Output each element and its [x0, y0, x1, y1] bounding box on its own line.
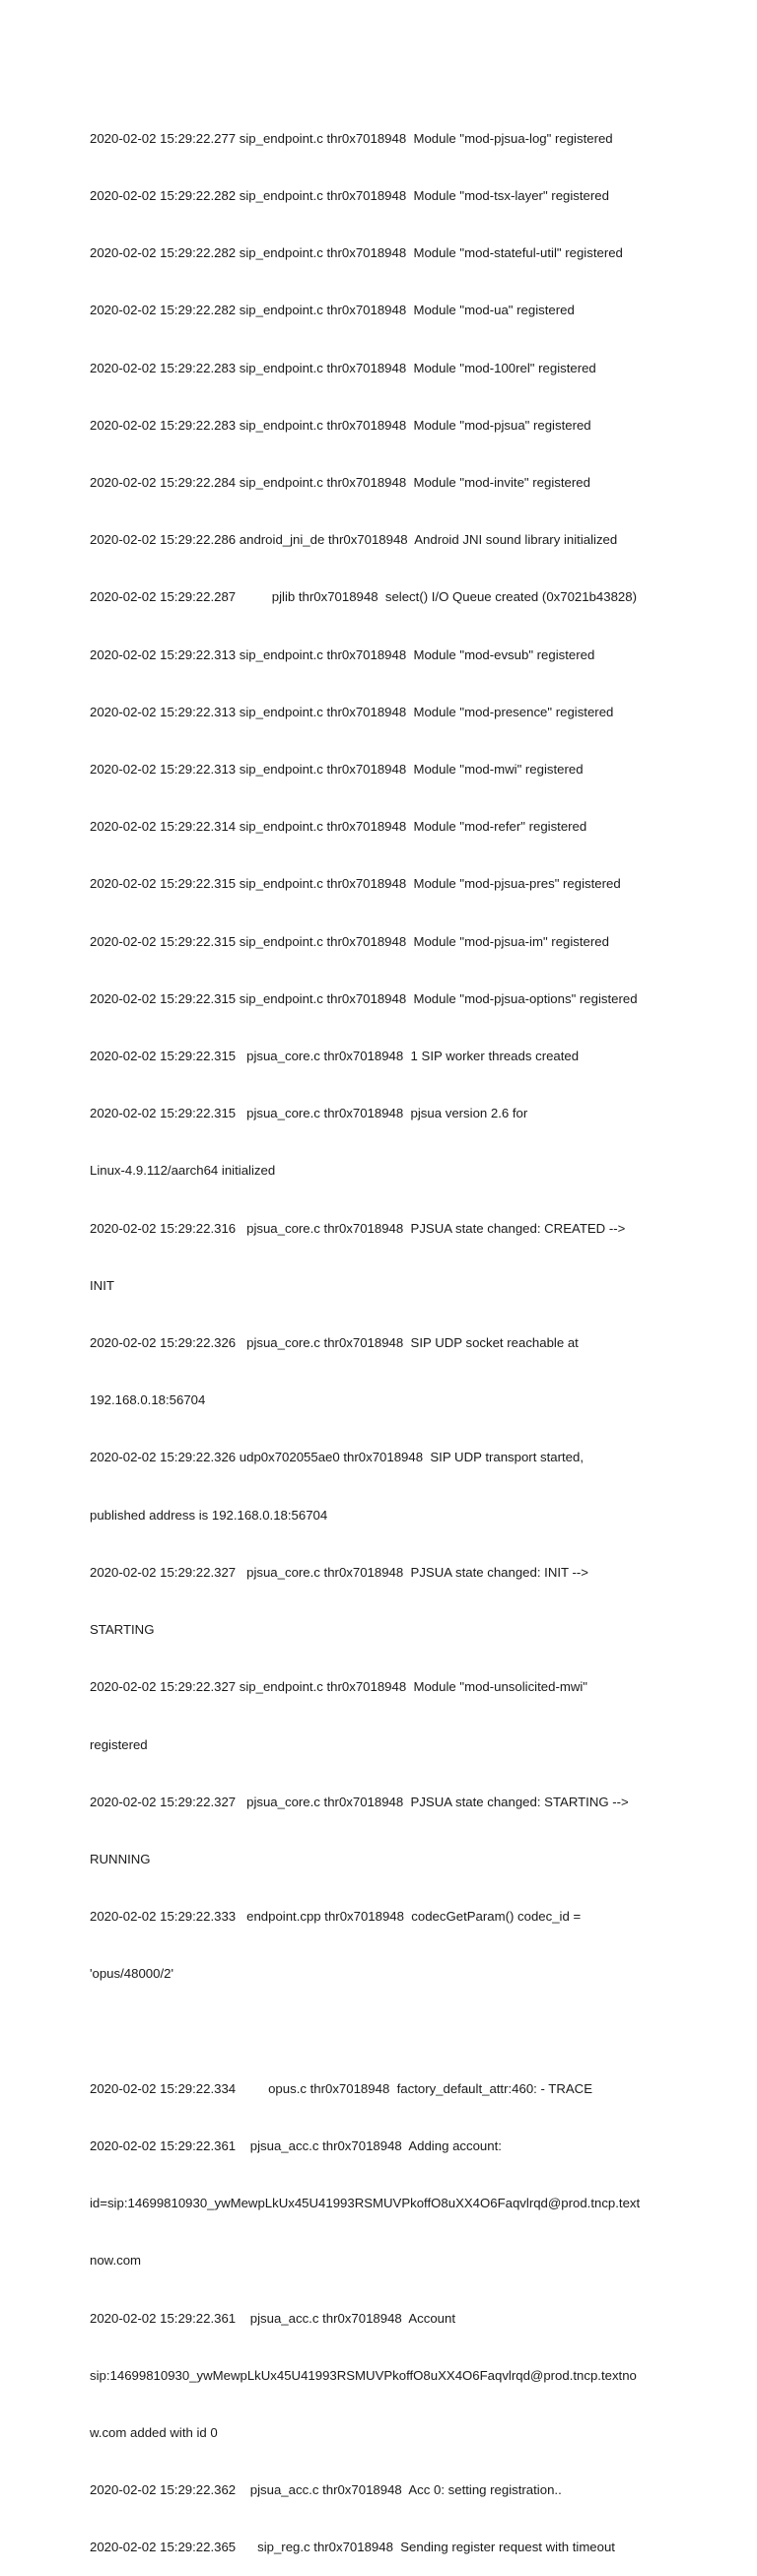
log-line: w.com added with id 0 [90, 2424, 218, 2440]
log-line: 2020-02-02 15:29:22.315 sip_endpoint.c thr0x7018948 Module "mod-pjsua-pres" registered [90, 876, 621, 892]
log-line: 2020-02-02 15:29:22.282 sip_endpoint.c thr0x7018948 Module "mod-stateful-util" registered [90, 245, 623, 261]
log-line: 2020-02-02 15:29:22.365 sip_reg.c thr0x7018948 Sending register request with timeout [90, 2540, 615, 2555]
log-line: 2020-02-02 15:29:22.313 sip_endpoint.c thr0x7018948 Module "mod-presence" registered [90, 704, 614, 719]
log-line: 2020-02-02 15:29:22.326 pjsua_core.c thr0x7018948 SIP UDP socket reachable at [90, 1335, 579, 1351]
log-line: registered [90, 1736, 148, 1752]
log-line: STARTING [90, 1622, 155, 1638]
log-line: 192.168.0.18:56704 [90, 1392, 206, 1408]
log-line: 2020-02-02 15:29:22.327 sip_endpoint.c thr0x7018948 Module "mod-unsolicited-mwi" [90, 1679, 587, 1695]
log-line: 'opus/48000/2' [90, 1966, 173, 1982]
log-line: 2020-02-02 15:29:22.277 sip_endpoint.c thr0x7018948 Module "mod-pjsua-log" registered [90, 130, 613, 146]
log-line: 2020-02-02 15:29:22.316 pjsua_core.c thr0x7018948 PJSUA state changed: CREATED --> [90, 1220, 626, 1236]
log-line: 2020-02-02 15:29:22.286 android_jni_de thr0x7018948 Android JNI sound library initialized [90, 532, 618, 548]
log-line: INIT [90, 1277, 114, 1293]
log-line: 2020-02-02 15:29:22.326 udp0x702055ae0 thr0x7018948 SIP UDP transport started, [90, 1450, 585, 1465]
log-line-blank [90, 2022, 681, 2041]
log-line: 2020-02-02 15:29:22.315 sip_endpoint.c thr0x7018948 Module "mod-pjsua-options" registered [90, 990, 638, 1006]
log-line: 2020-02-02 15:29:22.287 pjlib thr0x7018948 select() I/O Queue created (0x7021b43828) [90, 589, 637, 605]
log-line: 2020-02-02 15:29:22.283 sip_endpoint.c thr0x7018948 Module "mod-pjsua" registered [90, 417, 591, 433]
log-line: 2020-02-02 15:29:22.314 sip_endpoint.c thr0x7018948 Module "mod-refer" registered [90, 819, 587, 835]
log-line: 2020-02-02 15:29:22.283 sip_endpoint.c thr0x7018948 Module "mod-100rel" registered [90, 360, 596, 375]
log-line: 2020-02-02 15:29:22.327 pjsua_core.c thr0x7018948 PJSUA state changed: STARTING --> [90, 1794, 629, 1809]
log-line: 2020-02-02 15:29:22.282 sip_endpoint.c thr0x7018948 Module "mod-ua" registered [90, 303, 575, 318]
log-line: 2020-02-02 15:29:22.361 pjsua_acc.c thr0x7018948 Account [90, 2310, 455, 2326]
log-line: published address is 192.168.0.18:56704 [90, 1507, 328, 1523]
log-line: 2020-02-02 15:29:22.327 pjsua_core.c thr0x7018948 PJSUA state changed: INIT --> [90, 1564, 588, 1580]
log-line: now.com [90, 2253, 142, 2269]
log-line: 2020-02-02 15:29:22.333 endpoint.cpp thr0x7018948 codecGetParam() codec_id = [90, 1909, 582, 1925]
log-line: id=sip:14699810930_ywMewpLkUx45U41993RSMUVPkoffO8uXX4O6Faqvlrqd@prod.tncp.text [90, 2196, 641, 2211]
log-line: 2020-02-02 15:29:22.313 sip_endpoint.c thr0x7018948 Module "mod-mwi" registered [90, 762, 584, 778]
log-line: 2020-02-02 15:29:22.315 pjsua_core.c thr0x7018948 1 SIP worker threads created [90, 1049, 580, 1064]
log-line: RUNNING [90, 1851, 151, 1866]
log-text-block [90, 91, 681, 2576]
log-line: 2020-02-02 15:29:22.362 pjsua_acc.c thr0x7018948 Acc 0: setting registration.. [90, 2482, 562, 2498]
log-line: sip:14699810930_ywMewpLkUx45U41993RSMUVPkoffO8uXX4O6Faqvlrqd@prod.tncp.textno [90, 2367, 637, 2383]
log-line: 2020-02-02 15:29:22.361 pjsua_acc.c thr0x7018948 Adding account: [90, 2137, 502, 2153]
log-line: 2020-02-02 15:29:22.313 sip_endpoint.c thr0x7018948 Module "mod-evsub" registered [90, 646, 595, 662]
log-line: Linux-4.9.112/aarch64 initialized [90, 1163, 276, 1179]
log-line: 2020-02-02 15:29:22.282 sip_endpoint.c thr0x7018948 Module "mod-tsx-layer" registered [90, 188, 609, 204]
log-line: 2020-02-02 15:29:22.334 opus.c thr0x7018948 factory_default_attr:460: - TRACE [90, 2080, 592, 2096]
log-line: 2020-02-02 15:29:22.315 sip_endpoint.c thr0x7018948 Module "mod-pjsua-im" registered [90, 933, 609, 949]
log-line: 2020-02-02 15:29:22.315 pjsua_core.c thr0x7018948 pjsua version 2.6 for [90, 1106, 528, 1121]
log-line: 2020-02-02 15:29:22.284 sip_endpoint.c thr0x7018948 Module "mod-invite" registered [90, 475, 590, 491]
